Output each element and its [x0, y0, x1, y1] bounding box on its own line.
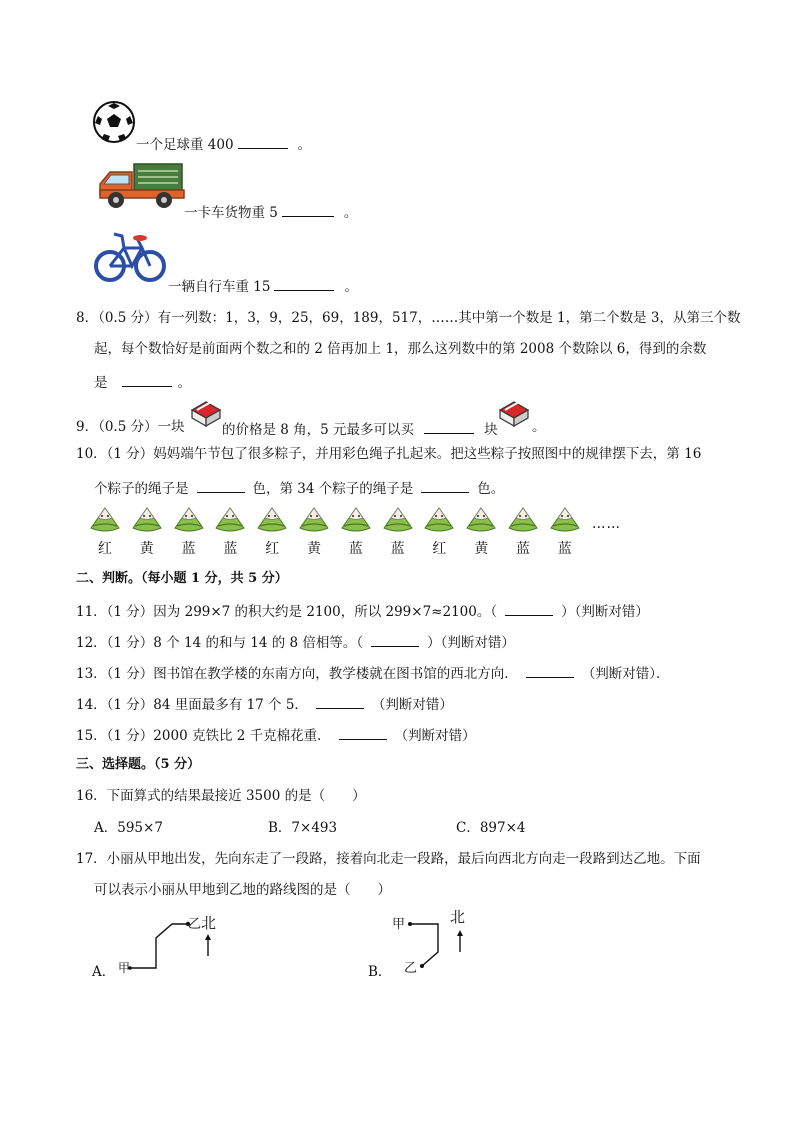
q8-answer-blank[interactable] — [122, 374, 172, 387]
q17-a-jia-label: 甲 — [118, 961, 131, 975]
zongzi-icon — [255, 506, 289, 534]
football-unit-blank[interactable] — [238, 136, 288, 149]
q17-b-jia-label: 甲 — [392, 917, 406, 932]
q16-option-a[interactable]: A．595×7 — [94, 820, 163, 836]
zongzi-icon — [464, 506, 498, 534]
zongzi-icon — [297, 506, 331, 534]
zongzi-icon — [422, 506, 456, 534]
zongzi-color-label: 蓝 — [348, 541, 363, 557]
q17-b-north-label: 北 — [450, 908, 466, 926]
q8-line2: 起，每个数恰好是前面两个数之和的 2 倍再加上 1，那么这列数中的第 2008 个数除以 6，得到的余数 — [94, 341, 707, 357]
q11-answer-blank[interactable] — [505, 603, 553, 616]
q17-b-yi-label: 乙 — [404, 961, 418, 976]
zongzi-color-label: 红 — [432, 541, 447, 557]
q17-a-yi-label: 乙 — [188, 917, 202, 932]
q14-answer-blank[interactable] — [316, 696, 364, 709]
q15-answer-blank[interactable] — [339, 727, 387, 740]
zongzi-icon — [381, 506, 415, 534]
truck-weight-text: 一卡车货物重 5 — [184, 205, 278, 221]
q17-option-b-label[interactable]: B． — [368, 964, 392, 980]
eraser-image — [188, 398, 222, 428]
section-2-heading: 二、判断。（每小题 1 分，共 5 分） — [76, 571, 288, 586]
zongzi-color-label: 蓝 — [390, 541, 405, 557]
bicycle-unit-blank[interactable] — [274, 278, 334, 291]
zongzi-color-label: 蓝 — [516, 541, 530, 557]
zongzi-icon — [213, 506, 247, 534]
zongzi-icon — [548, 506, 582, 534]
q8-line3-start: 是 — [94, 375, 108, 391]
eraser-image-2 — [496, 398, 530, 428]
q10-line1: 10．（1 分）妈妈端午节包了很多粽子，并用彩色绳子扎起来。把这些粽子按照图中的规律摆下去，第 16 — [76, 446, 702, 462]
section-3-heading: 三、选择题。（5 分） — [76, 757, 201, 772]
q16-option-c[interactable]: C．897×4 — [456, 820, 526, 836]
q9-answer-blank[interactable] — [424, 421, 474, 434]
q17-line1: 17．小丽从甲地出发，先向东走了一段路，接着向北走一段路，最后向西北方向走一段路到达乙地。下面 — [76, 851, 701, 867]
q16-option-b[interactable]: B．7×493 — [268, 820, 338, 836]
zongzi-color-label: 黄 — [139, 541, 154, 557]
q13-answer-blank[interactable] — [526, 665, 574, 678]
zongzi-color-label: 蓝 — [223, 541, 238, 557]
q10-answer-blank-1[interactable] — [197, 480, 245, 493]
q17-a-north-label: 北 — [201, 914, 217, 932]
q9-text-a: 9．（0.5 分）一块 — [76, 419, 185, 435]
zongzi-icon — [88, 506, 122, 534]
zongzi-icon — [130, 506, 164, 534]
bicycle-weight-text: 一辆自行车重 15 — [168, 279, 271, 295]
bicycle-image — [94, 228, 166, 284]
zongzi-color-label: 蓝 — [557, 541, 572, 557]
truck-image — [96, 160, 186, 212]
q16-stem: 16．下面算式的结果最接近 3500 的是（ ） — [76, 788, 366, 804]
q10-answer-blank-2[interactable] — [421, 480, 469, 493]
zongzi-color-label: 黄 — [474, 541, 489, 557]
q17-line2: 可以表示小丽从甲地到乙地的路线图的是（ ） — [94, 882, 391, 898]
football-weight-text: 一个足球重 400 — [136, 137, 234, 153]
truck-unit-blank[interactable] — [282, 204, 334, 217]
q8-line1: 8．（0.5 分）有一列数：1，3，9，25，69，189，517，……其中第一个数是 1，第二个数是 3，从第三个数 — [76, 310, 741, 326]
q9-text-b: 的价格是 8 角，5 元最多可以买 — [222, 422, 415, 438]
zongzi-color-label: 红 — [265, 541, 280, 557]
football-image — [92, 100, 136, 144]
zongzi-color-label: 黄 — [307, 541, 321, 557]
zongzi-color-label: 蓝 — [181, 541, 196, 557]
zongzi-color-label: 红 — [98, 541, 112, 557]
q17-option-a-label[interactable]: A． — [92, 964, 116, 980]
zongzi-icon — [506, 506, 540, 534]
q12-answer-blank[interactable] — [371, 634, 419, 647]
zongzi-ellipsis: …… — [592, 516, 621, 532]
zongzi-icon — [172, 506, 206, 534]
zongzi-icon — [339, 506, 373, 534]
